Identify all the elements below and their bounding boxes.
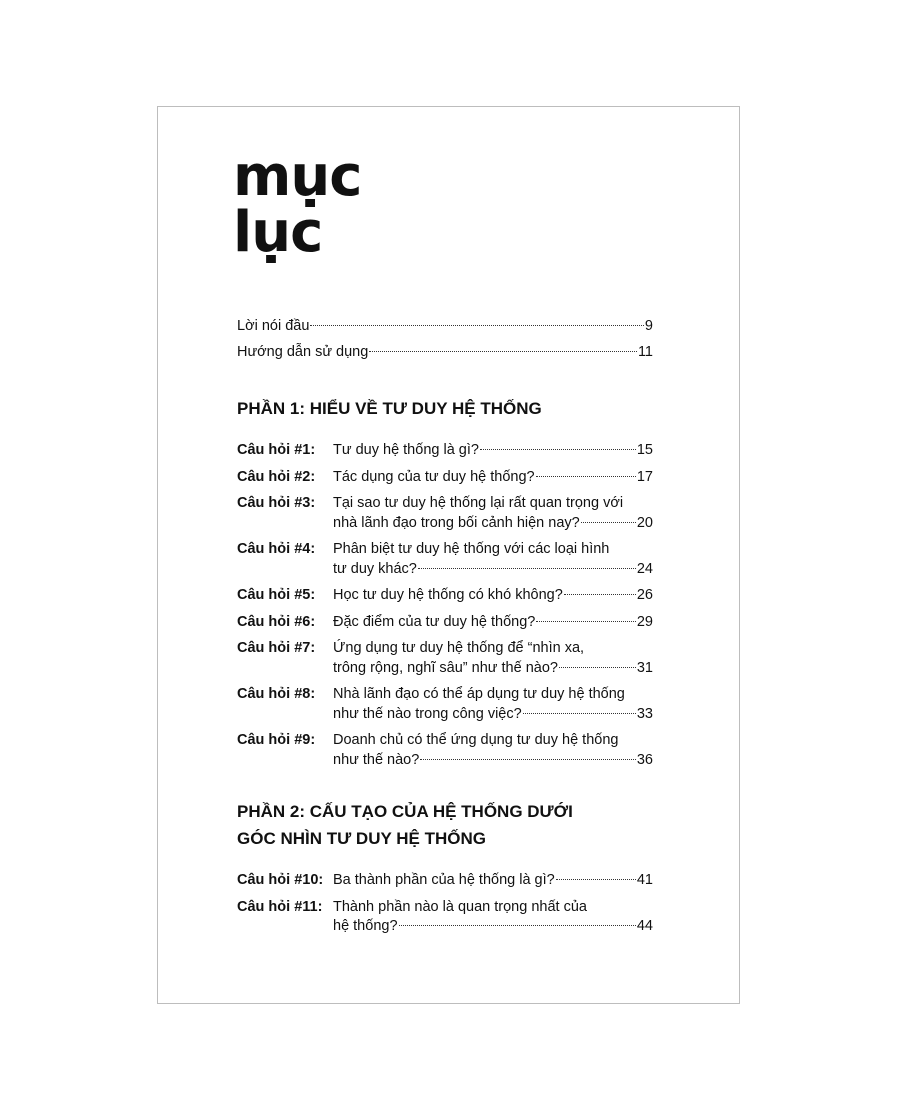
toc-entry-question[interactable] bbox=[237, 898, 653, 937]
section-heading bbox=[237, 395, 653, 422]
question-text bbox=[333, 586, 653, 606]
toc-entry-question[interactable] bbox=[237, 494, 653, 533]
question-text bbox=[333, 540, 653, 579]
question-last-line bbox=[333, 468, 653, 488]
page-number: 41 bbox=[636, 872, 653, 888]
question-list bbox=[237, 871, 653, 937]
question-last-line bbox=[333, 441, 653, 461]
question-label: Câu hỏi #1: bbox=[237, 442, 316, 458]
question-line: Phân biệt tư duy hệ thống với các loại hình bbox=[333, 541, 610, 557]
question-label: Câu hỏi #8: bbox=[237, 686, 316, 702]
question-line: trông rộng, nghĩ sâu” như thế nào? bbox=[333, 659, 558, 676]
title-line-2: lục bbox=[233, 200, 323, 265]
section-part-2 bbox=[237, 798, 653, 937]
question-last-line bbox=[333, 659, 653, 679]
question-line: nhà lãnh đạo trong bối cảnh hiện nay? bbox=[333, 514, 580, 531]
book-page bbox=[157, 106, 740, 1004]
section-heading-line: PHẦN 1: HIỂU VỀ TƯ DUY HỆ THỐNG bbox=[237, 399, 542, 418]
question-last-line bbox=[333, 705, 653, 725]
dot-leader bbox=[536, 476, 636, 477]
page-number: 15 bbox=[636, 442, 653, 458]
toc-entry-usage-guide[interactable] bbox=[237, 339, 653, 365]
page-number: 33 bbox=[636, 705, 653, 722]
section-heading-line: GÓC NHÌN TƯ DUY HỆ THỐNG bbox=[237, 829, 486, 848]
toc-entry-question[interactable] bbox=[237, 468, 653, 488]
question-text bbox=[333, 731, 653, 770]
section-heading bbox=[237, 798, 653, 852]
dot-leader bbox=[581, 522, 636, 523]
toc-entry-question[interactable] bbox=[237, 871, 653, 891]
question-label: Câu hỏi #3: bbox=[237, 495, 316, 511]
question-label: Câu hỏi #4: bbox=[237, 541, 316, 557]
toc-entry-question[interactable] bbox=[237, 639, 653, 678]
question-list bbox=[237, 441, 653, 770]
question-text bbox=[333, 685, 653, 724]
page-title bbox=[233, 144, 362, 265]
page-number: 29 bbox=[636, 613, 653, 630]
page-number: 17 bbox=[636, 468, 653, 485]
question-label: Câu hỏi #5: bbox=[237, 587, 316, 603]
question-line: Tại sao tư duy hệ thống lại rất quan trọng với bbox=[333, 495, 624, 511]
question-line: Ứng dụng tư duy hệ thống để “nhìn xa, bbox=[333, 640, 585, 656]
question-line: Đặc điểm của tư duy hệ thống? bbox=[333, 613, 536, 630]
question-line: hệ thống? bbox=[333, 918, 398, 934]
question-text bbox=[333, 441, 653, 461]
dot-leader bbox=[310, 325, 644, 326]
question-text bbox=[333, 639, 653, 678]
question-text bbox=[333, 494, 653, 533]
dot-leader bbox=[536, 621, 636, 622]
toc-entry-question[interactable] bbox=[237, 540, 653, 579]
question-label: Câu hỏi #2: bbox=[237, 468, 316, 485]
page-number: 31 bbox=[636, 659, 653, 676]
question-line: Ba thành phần của hệ thống là gì? bbox=[333, 872, 555, 888]
question-last-line bbox=[333, 917, 653, 937]
question-label: Câu hỏi #11: bbox=[237, 898, 323, 915]
question-text bbox=[333, 468, 653, 488]
table-of-contents bbox=[237, 313, 653, 944]
question-label: Câu hỏi #6: bbox=[237, 613, 316, 630]
question-last-line bbox=[333, 751, 653, 771]
question-line: Học tư duy hệ thống có khó không? bbox=[333, 587, 563, 603]
page-number: 11 bbox=[637, 344, 653, 360]
question-label: Câu hỏi #7: bbox=[237, 640, 316, 656]
dot-leader bbox=[480, 449, 636, 450]
question-label: Câu hỏi #9: bbox=[237, 732, 316, 748]
question-last-line bbox=[333, 514, 653, 534]
toc-entry-question[interactable] bbox=[237, 613, 653, 633]
question-text bbox=[333, 871, 653, 891]
question-line: Tác dụng của tư duy hệ thống? bbox=[333, 468, 535, 485]
entry-text: Hướng dẫn sử dụng bbox=[237, 344, 369, 360]
question-line: như thế nào trong công việc? bbox=[333, 705, 522, 722]
dot-leader bbox=[523, 713, 636, 714]
dot-leader bbox=[420, 759, 636, 760]
question-label: Câu hỏi #10: bbox=[237, 872, 324, 888]
page-number: 26 bbox=[636, 587, 653, 603]
dot-leader bbox=[564, 594, 636, 595]
title-line-1: mục bbox=[233, 144, 362, 209]
toc-entry-question[interactable] bbox=[237, 731, 653, 770]
question-last-line bbox=[333, 586, 653, 606]
toc-entry-foreword[interactable] bbox=[237, 313, 653, 339]
dot-leader bbox=[556, 879, 636, 880]
question-last-line bbox=[333, 613, 653, 633]
page-number: 24 bbox=[636, 560, 653, 577]
toc-entry-question[interactable] bbox=[237, 586, 653, 606]
question-line: Tư duy hệ thống là gì? bbox=[333, 442, 479, 458]
page-number: 44 bbox=[636, 918, 653, 934]
section-part-1 bbox=[237, 395, 653, 770]
question-line: tư duy khác? bbox=[333, 560, 417, 577]
dot-leader bbox=[399, 925, 636, 926]
question-last-line bbox=[333, 560, 653, 580]
question-line: Doanh chủ có thể ứng dụng tư duy hệ thống bbox=[333, 732, 619, 748]
dot-leader bbox=[559, 667, 636, 668]
page-number: 36 bbox=[636, 751, 653, 768]
toc-entry-question[interactable] bbox=[237, 441, 653, 461]
question-last-line bbox=[333, 871, 653, 891]
entry-text: Lời nói đầu bbox=[237, 318, 310, 334]
question-line: Nhà lãnh đạo có thể áp dụng tư duy hệ thống bbox=[333, 686, 625, 702]
dot-leader bbox=[369, 351, 637, 352]
question-text bbox=[333, 613, 653, 633]
question-line: như thế nào? bbox=[333, 751, 420, 768]
dot-leader bbox=[418, 568, 636, 569]
page-number: 20 bbox=[636, 514, 653, 531]
question-text bbox=[333, 898, 653, 937]
section-heading-line: PHẦN 2: CẤU TẠO CỦA HỆ THỐNG DƯỚI bbox=[237, 802, 573, 821]
question-line: Thành phần nào là quan trọng nhất của bbox=[333, 898, 587, 915]
toc-entry-question[interactable] bbox=[237, 685, 653, 724]
page-number: 9 bbox=[644, 318, 653, 334]
